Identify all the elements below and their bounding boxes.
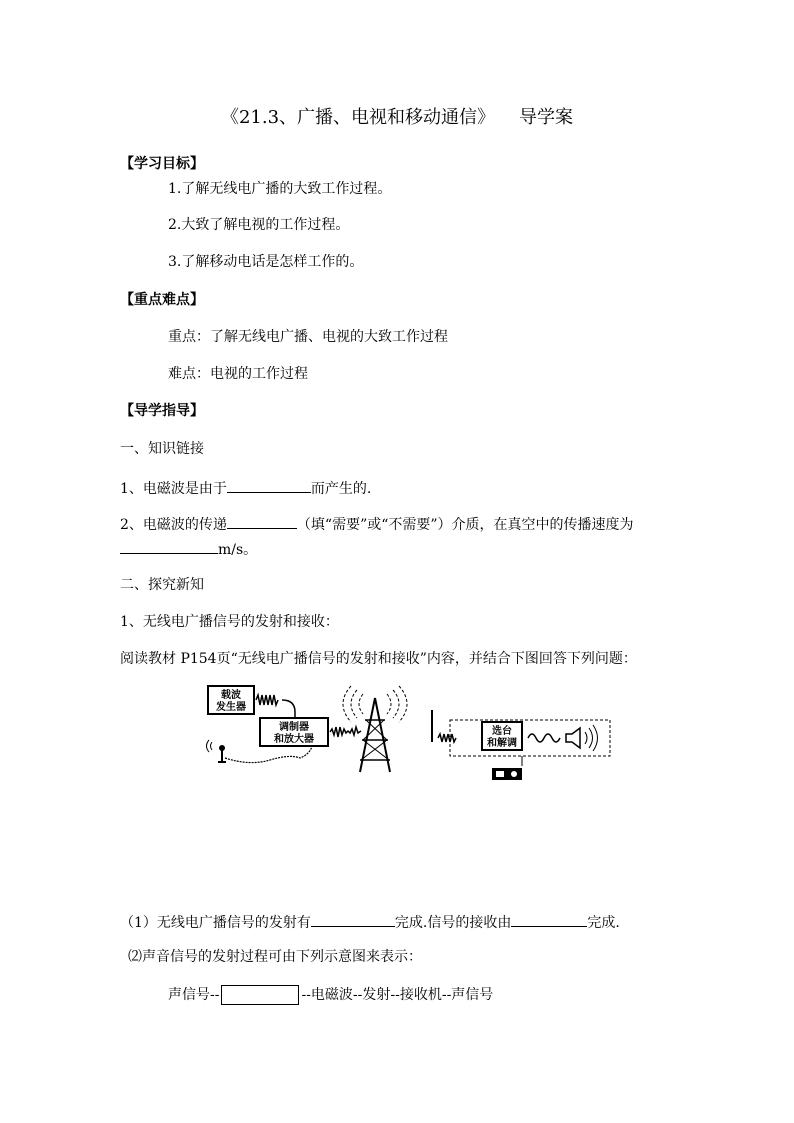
q2-pre: 2、电磁波的传递 (120, 517, 227, 533)
reading-instruction: 阅读教材 P154页“无线电广播信号的发射和接收”内容，并结合下图回答下列问题： (120, 651, 637, 667)
modulator-label-line1: 调制器 (279, 722, 309, 733)
qa-answer-blank-1[interactable] (311, 912, 395, 927)
receiver-label-line2: 和解调 (487, 738, 517, 749)
flow-answer-box[interactable] (221, 985, 299, 1005)
q2-answer-blank-1[interactable] (227, 514, 297, 529)
qa-pre: （1）无线电广播信号的发射有 (120, 915, 311, 931)
radio-broadcast-diagram (200, 680, 620, 785)
q1-post: 而产生的. (310, 481, 372, 497)
audio-wave (207, 740, 213, 752)
objective-item-3: 3.了解移动电话是怎样工作的。 (168, 254, 364, 270)
title-suffix: 导学案 (519, 107, 574, 128)
sound-waves (585, 725, 598, 751)
modulated-wave (330, 727, 361, 737)
audio-output-wave (528, 734, 560, 742)
objective-item-1: 1.了解无线电广播的大致工作过程。 (168, 181, 392, 197)
carrier-label-line2: 发生器 (216, 702, 246, 713)
q1-pre: 1、电磁波是由于 (120, 481, 227, 497)
modulator-label-line2: 和放大器 (274, 734, 314, 745)
question-b: ⑵声音信号的发射过程可由下列示意图来表示： (128, 949, 422, 965)
q2-mid: （填“需要”或“不需要”）介质，在真空中的传播速度为 (296, 517, 634, 533)
flow-pre: 声信号-- (168, 987, 220, 1003)
q2-unit: m/s。 (218, 542, 258, 558)
qa-answer-blank-2[interactable] (511, 912, 587, 927)
carrier-label-line1: 载波 (221, 690, 241, 701)
qa-post: 完成. (587, 915, 620, 931)
signal-flow (168, 985, 493, 1005)
objectives-heading: 【学习目标】 (120, 156, 204, 172)
receiver-label-line1: 选台 (492, 726, 512, 737)
received-wave (438, 734, 456, 742)
guide-heading: 【导学指导】 (120, 403, 204, 419)
carrier-wave (256, 695, 278, 705)
part2-heading: 二、探究新知 (120, 577, 204, 593)
part2-sub1: 1、无线电广播信号的发射和接收： (120, 614, 339, 630)
receiver-housing (450, 720, 610, 756)
mic-cable (225, 746, 312, 763)
keypoint-key: 重点：了解无线电广播、电视的大致工作过程 (168, 329, 448, 345)
q2-answer-blank-2[interactable] (120, 539, 218, 554)
qa-mid: 完成.信号的接收由 (394, 915, 512, 931)
title-main: 《21.3、广播、电视和移动通信》 (220, 107, 496, 128)
keypoints-heading: 【重点难点】 (120, 292, 204, 308)
page-title (0, 106, 794, 130)
question-1 (120, 478, 371, 498)
speaker-icon (566, 728, 580, 748)
question-2 (120, 514, 634, 534)
flow-post: --电磁波--发射--接收机--声信号 (301, 987, 494, 1003)
keypoint-difficult: 难点：电视的工作过程 (168, 366, 308, 382)
q1-answer-blank[interactable] (227, 478, 311, 493)
objective-item-2: 2.大致了解电视的工作过程。 (168, 217, 350, 233)
question-2-cont (120, 539, 257, 559)
question-a (120, 912, 620, 932)
part1-heading: 一、知识链接 (120, 441, 204, 457)
